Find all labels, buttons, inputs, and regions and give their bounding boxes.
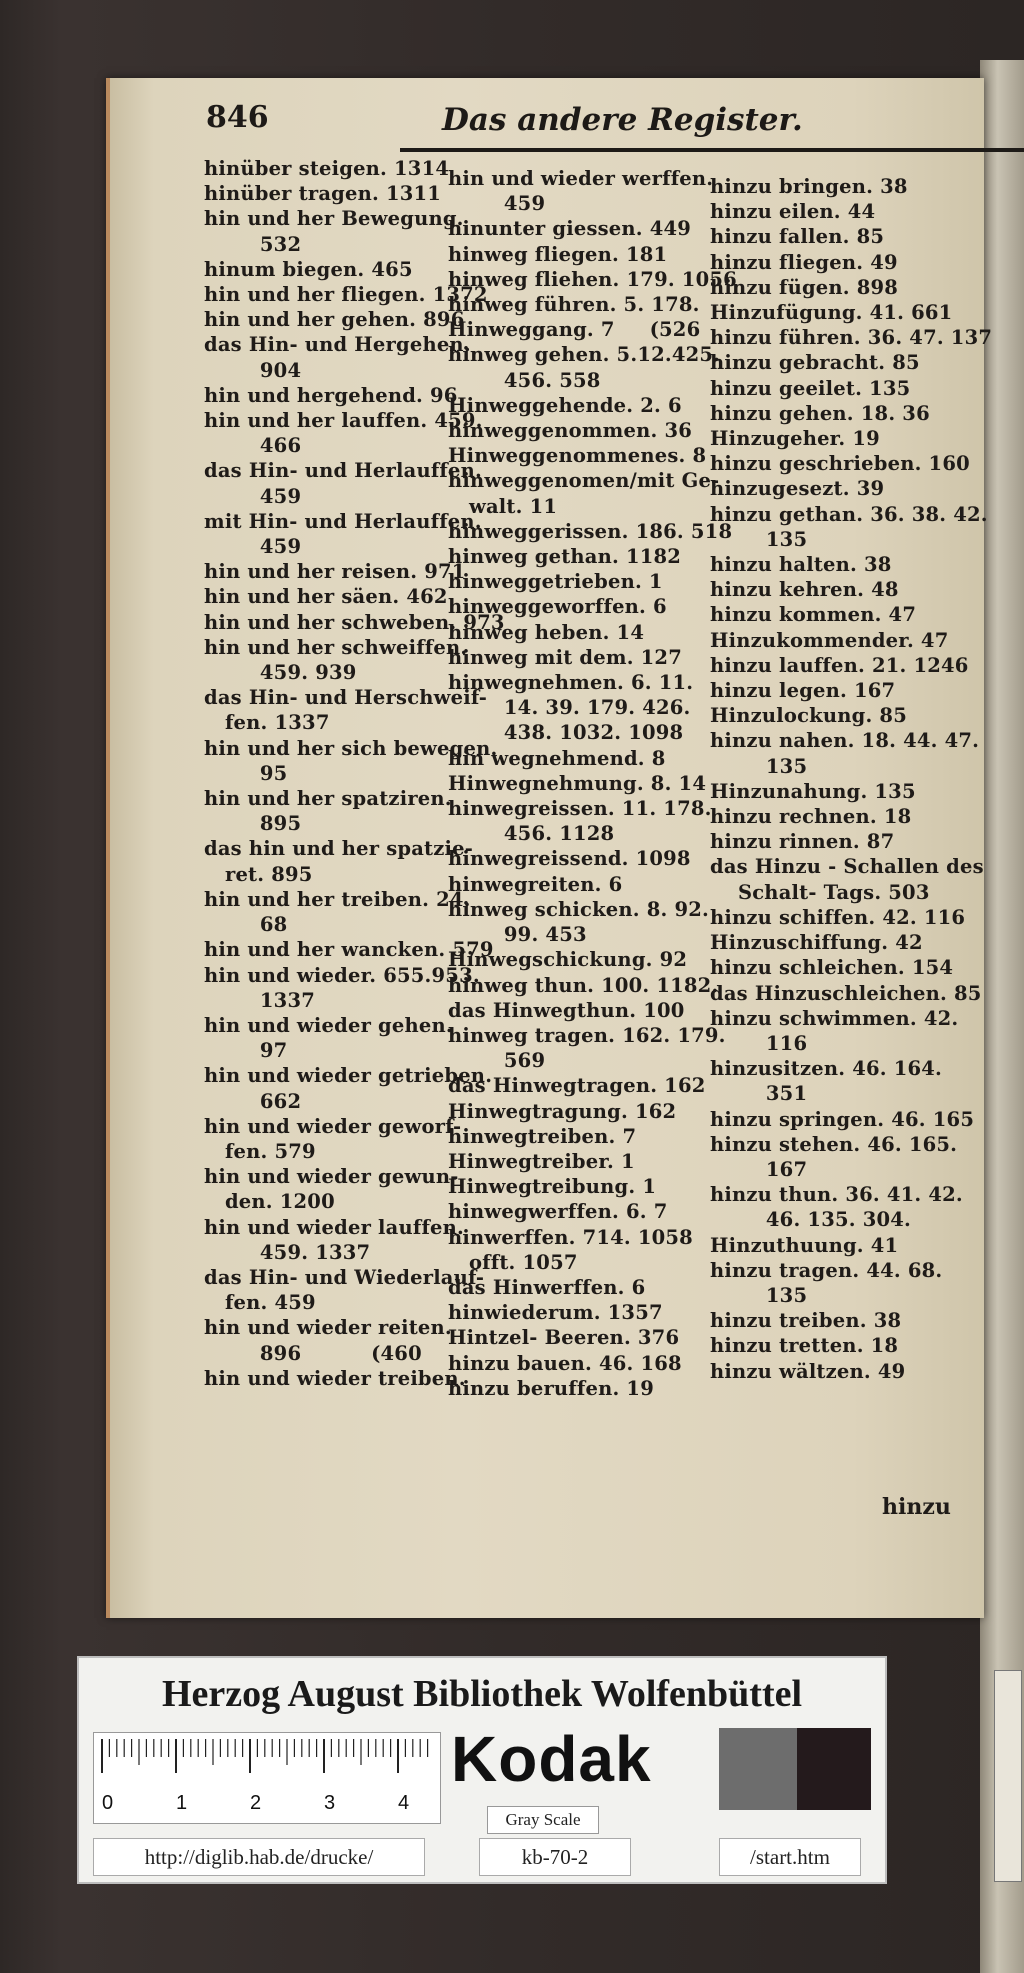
index-entry: hin und her spatziren. <box>204 787 452 811</box>
index-entry: das Hinzu - Schallen des <box>710 855 984 879</box>
index-entry: hinwegnehmen. 6. 11. <box>448 671 694 695</box>
index-entry: hin und her fliegen. 1372 <box>204 283 488 307</box>
index-entry: das Hin- und Herschweif- <box>204 686 488 710</box>
index-entry: hinzu nahen. 18. 44. 47. <box>710 729 980 753</box>
index-entry: hinweg schicken. 8. 92. <box>448 897 710 921</box>
index-entry: hinzu wältzen. 49 <box>710 1359 906 1383</box>
index-entry: Hinweggehende. 2. 6 <box>448 393 682 417</box>
index-entry: hin und her säen. 462 <box>204 585 448 609</box>
side-label <box>994 1670 1022 1882</box>
index-entry: 456. 558 <box>448 368 601 392</box>
index-entry: hin und wieder geworf- <box>204 1114 462 1138</box>
index-entry: hinzu legen. 167 <box>710 679 896 703</box>
ruler-number: 0 <box>102 1792 114 1814</box>
ruler-number: 4 <box>398 1792 410 1814</box>
ruler-number: 3 <box>324 1792 336 1814</box>
index-entry: das Hinwerffen. 6 <box>448 1275 646 1299</box>
url-part-base: http://diglib.hab.de/drucke/ <box>93 1838 425 1876</box>
index-entry: hinzu gebracht. 85 <box>710 351 920 375</box>
index-entry: Hinzuthuung. 41 <box>710 1233 899 1257</box>
index-entry: 99. 453 <box>448 923 587 947</box>
page-number: 846 <box>206 100 269 135</box>
index-entry: hinweggetrieben. 1 <box>448 570 663 594</box>
ruler-number: 2 <box>250 1792 262 1814</box>
color-reference-card <box>77 1656 887 1884</box>
index-entry: hin und her lauffen. 459. <box>204 409 483 433</box>
index-entry: Hinwegtreibung. 1 <box>448 1175 657 1199</box>
index-entry: hinzu springen. 46. 165 <box>710 1107 975 1131</box>
index-entry: hinzu kommen. 47 <box>710 603 917 627</box>
index-entry: das hin und her spatzie- <box>204 837 474 861</box>
gray-patch-dark <box>797 1728 871 1810</box>
index-entry: hin und her treiben. 24. <box>204 887 471 911</box>
index-entry: Hinzugeher. 19 <box>710 427 880 451</box>
index-entry: hinzu fallen. 85 <box>710 225 885 249</box>
library-title: Herzog August Bibliothek Wolfenbüttel <box>161 1673 803 1715</box>
index-entry: 896 (460 <box>204 1341 422 1365</box>
index-entry: 532 <box>204 232 302 256</box>
index-entry: 46. 135. 304. <box>710 1208 911 1232</box>
ruler-number: 1 <box>176 1792 188 1814</box>
index-entry: hinweg mit dem. 127 <box>448 645 682 669</box>
kodak-logo: Kodak <box>451 1723 652 1795</box>
index-entry: hin und wieder getrieben. <box>204 1064 493 1088</box>
index-entry: offt. 1057 <box>448 1250 578 1274</box>
index-entry: 904 <box>204 358 302 382</box>
index-entry: 438. 1032. 1098 <box>448 721 684 745</box>
index-entry: hinzugesezt. 39 <box>710 477 885 501</box>
index-entry: 97 <box>204 1039 288 1063</box>
index-entry: hin und wieder lauffen. <box>204 1215 465 1239</box>
index-entry: 459. 939 <box>204 661 357 685</box>
index-entry: das Hin- und Hergehen. <box>204 333 471 357</box>
index-entry: hinzu schwimmen. 42. <box>710 1006 959 1030</box>
index-entry: hinweg führen. 5. 178. <box>448 293 700 317</box>
index-entry: hin und her wancken. 579 <box>204 938 494 962</box>
index-entry: hin und wieder reiten. <box>204 1316 452 1340</box>
index-entry: hinzu schleichen. 154 <box>710 956 954 980</box>
index-entry: 68 <box>204 913 288 937</box>
index-entry: hinzu rinnen. 87 <box>710 830 895 854</box>
index-entry: hinzu gehen. 18. 36 <box>710 401 930 425</box>
index-entry: 456. 1128 <box>448 822 615 846</box>
index-entry: hinweg tragen. 162. 179. <box>448 1023 726 1047</box>
index-entry: hinwegreiten. 6 <box>448 872 623 896</box>
index-entry: hinzu bauen. 46. 168 <box>448 1351 682 1375</box>
index-entry: hinweggenommen. 36 <box>448 419 692 443</box>
index-entry: Hinzulockung. 85 <box>710 704 907 728</box>
index-entry: hinweggerissen. 186. 518 <box>448 519 733 543</box>
index-entry: hin und wieder. 655.953. <box>204 963 480 987</box>
index-entry: hinzu geschrieben. 160 <box>710 452 970 476</box>
book-page <box>106 78 993 1618</box>
index-entry: hin und her reisen. 971 <box>204 560 466 584</box>
index-entry: hinzu lauffen. 21. 1246 <box>710 653 969 677</box>
index-entry: hinzu bringen. 38 <box>710 175 908 198</box>
index-entry: hinzu eilen. 44 <box>710 200 876 224</box>
index-entry: hinzu stehen. 46. 165. <box>710 1132 958 1156</box>
index-entry: das Hinzuschleichen. 85 <box>710 981 982 1005</box>
index-entry: hinwiederum. 1357 <box>448 1301 663 1325</box>
index-entry: 459 <box>448 192 546 216</box>
index-entry: hinwegreissend. 1098 <box>448 847 691 871</box>
index-entry: hinzu rechnen. 18 <box>710 805 912 829</box>
index-entry: walt. 11 <box>448 494 558 518</box>
index-entry: Hinzufügung. 41. 661 <box>710 301 953 325</box>
index-entry: Hinwegnehmung. 8. 14 <box>448 771 707 795</box>
header-rule <box>400 148 1024 152</box>
index-entry: hin und hergehend. 96 <box>204 383 458 407</box>
url-part-start: /start.htm <box>719 1838 861 1876</box>
running-head: Das andere Register. <box>442 102 803 138</box>
index-entry: hinwegreissen. 11. 178. <box>448 797 712 821</box>
index-entry: 459 <box>204 484 302 508</box>
index-entry: hinzusitzen. 46. 164. <box>710 1057 943 1081</box>
index-entry: hinwegwerffen. 6. 7 <box>448 1200 668 1224</box>
index-entry: hinweggeworffen. 6 <box>448 595 667 619</box>
index-entry: Hinwegschickung. 92 <box>448 948 688 972</box>
index-entry: ret. 895 <box>204 862 313 886</box>
index-entry: hinzu treiben. 38 <box>710 1309 902 1333</box>
index-entry: hinzu thun. 36. 41. 42. <box>710 1183 963 1207</box>
index-entry: hin und her Bewegung. <box>204 207 464 231</box>
index-entry: fen. 459 <box>204 1291 316 1315</box>
index-entry: Hinzukommender. 47 <box>710 628 949 652</box>
index-entry: hinweg fliehen. 179. 1056 <box>448 267 737 291</box>
index-entry: 135 <box>710 1283 808 1307</box>
index-entry: hinweg thun. 100. 1182. <box>448 973 719 997</box>
ruler-ticks <box>94 1733 440 1823</box>
index-entry: hinzu tragen. 44. 68. <box>710 1258 943 1282</box>
index-entry: hinwegtreiben. 7 <box>448 1124 637 1148</box>
index-entry: hinweg gehen. 5.12.425. <box>448 343 721 367</box>
index-entry: 167 <box>710 1157 808 1181</box>
index-entry: hin und her schweben. 973 <box>204 610 505 634</box>
index-entry: Hinweggenommenes. 8 <box>448 444 707 468</box>
index-entry: den. 1200 <box>204 1190 335 1214</box>
measurement-ruler <box>93 1732 441 1824</box>
index-entry: hinzu halten. 38 <box>710 553 892 577</box>
index-entry: das Hinwegtragen. 162 <box>448 1074 706 1098</box>
index-entry: 351 <box>710 1082 808 1106</box>
index-entry: 569 <box>448 1049 546 1073</box>
index-entry: hinzu beruffen. 19 <box>448 1376 654 1400</box>
index-entry: Hinzunahung. 135 <box>710 779 916 803</box>
index-entry: hinweggenomen/mit Ge- <box>448 469 720 493</box>
index-entry: hinzu fügen. 898 <box>710 275 899 299</box>
index-entry: hin wegnehmend. 8 <box>448 746 666 770</box>
gray-scale-label: Gray Scale <box>487 1806 599 1834</box>
index-entry: hinzu tretten. 18 <box>710 1334 899 1358</box>
index-entry: hinzu schiffen. 42. 116 <box>710 905 966 929</box>
index-entry: 459. 1337 <box>204 1240 371 1264</box>
index-entry: das Hinwegthun. 100 <box>448 998 685 1022</box>
index-entry: hin und her schweiffen. <box>204 635 468 659</box>
index-entry: hin und her gehen. 896 <box>204 308 465 332</box>
index-entry: hinüber tragen. 1311 <box>204 182 442 206</box>
index-entry: hin und wieder gehen. <box>204 1013 453 1037</box>
index-entry: Hinwegtreiber. 1 <box>448 1149 635 1173</box>
index-entry: hinzu kehren. 48 <box>710 578 899 602</box>
index-entry: 135 <box>710 754 808 778</box>
index-entry: 135 <box>710 527 808 551</box>
index-entry: fen. 579 <box>204 1139 316 1163</box>
gray-patch-mid <box>719 1728 797 1810</box>
index-entry: hinzu fliegen. 49 <box>710 250 898 274</box>
index-entry: Hintzel- Beeren. 376 <box>448 1326 680 1350</box>
catchword: hinzu <box>882 1494 951 1520</box>
index-entry: 466 <box>204 434 302 458</box>
index-entry: hinweg heben. 14 <box>448 620 645 644</box>
index-entry: hinzu führen. 36. 47. 137 <box>710 326 993 350</box>
index-entry: hinweg gethan. 1182 <box>448 545 682 569</box>
index-entry: hinunter giessen. 449 <box>448 217 692 241</box>
index-entry: hinzu gethan. 36. 38. 42. <box>710 502 988 526</box>
index-entry: hin und wieder gewun- <box>204 1165 459 1189</box>
index-entry: 895 <box>204 812 302 836</box>
index-entry: hinwerffen. 714. 1058 <box>448 1225 693 1249</box>
index-entry: hinzu geeilet. 135 <box>710 376 911 400</box>
index-entry: Hinzuschiffung. 42 <box>710 931 923 955</box>
index-entry: hinüber steigen. 1314 <box>204 157 450 180</box>
index-entry: 459 <box>204 535 302 559</box>
index-entry: hinum biegen. 465 <box>204 257 413 281</box>
index-entry: mit Hin- und Herlauffen. <box>204 509 482 533</box>
index-entry: 95 <box>204 761 288 785</box>
index-entry: 1337 <box>204 988 315 1012</box>
index-entry: hinweg fliegen. 181 <box>448 242 668 266</box>
index-entry: das Hin- und Wiederlauf- <box>204 1265 485 1289</box>
index-entry: 116 <box>710 1031 808 1055</box>
index-entry: das Hin- und Herlauffen. <box>204 459 482 483</box>
index-column-3 <box>710 174 1024 1384</box>
index-entry: Hinweggang. 7 (526 <box>448 318 701 342</box>
index-entry: hin und her sich bewegen. <box>204 736 498 760</box>
index-entry: 662 <box>204 1089 302 1113</box>
index-entry: Schalt- Tags. 503 <box>710 880 930 904</box>
index-entry: fen. 1337 <box>204 711 330 735</box>
url-part-id: kb-70-2 <box>479 1838 631 1876</box>
index-entry: hin und wieder treiben. <box>204 1366 466 1390</box>
index-entry: 14. 39. 179. 426. <box>448 696 691 720</box>
index-entry: hin und wieder werffen. <box>448 167 714 190</box>
index-entry: Hinwegtragung. 162 <box>448 1099 677 1123</box>
